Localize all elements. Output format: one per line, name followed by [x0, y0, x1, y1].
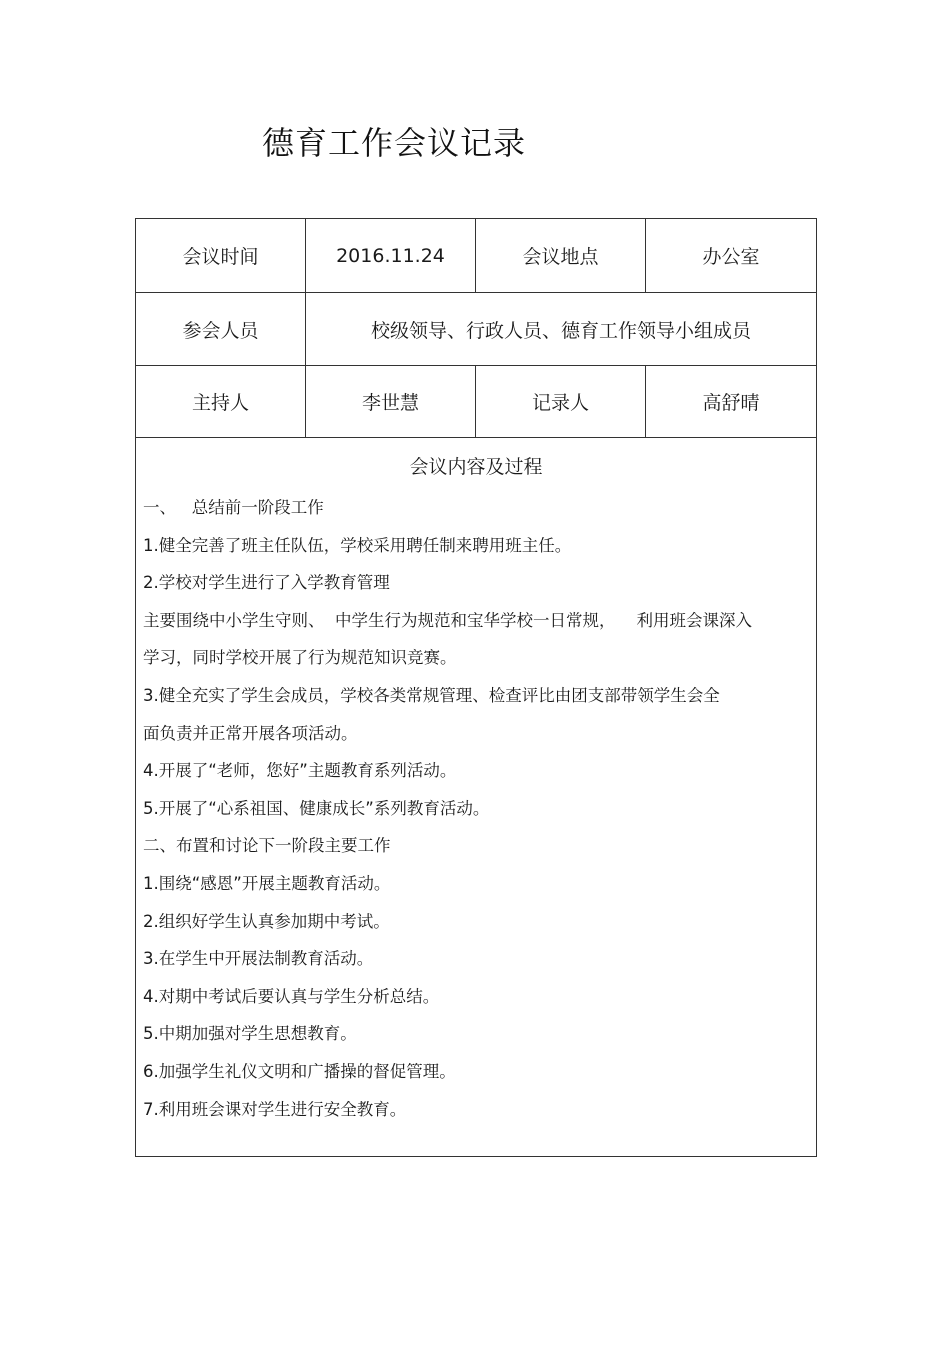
content-line: 5.开展了“心系祖国、健康成长”系列教育活动。	[143, 798, 490, 818]
content-line: 学习，同时学校开展了行为规范知识竞赛。	[143, 648, 457, 668]
host-recorder-row	[136, 366, 817, 438]
content-line: 2.学校对学生进行了入学教育管理	[143, 573, 390, 593]
content-line: 2.组织好学生认真参加期中考试。	[143, 911, 390, 931]
content-line: 一、 总结前一阶段工作	[143, 498, 324, 517]
content-line: 5.中期加强对学生思想教育。	[143, 1024, 357, 1044]
content-heading: 会议内容及过程	[409, 456, 543, 478]
recorder-value: 高舒晴	[646, 366, 817, 438]
meeting-time-value: 2016.11.24	[306, 219, 476, 293]
content-line: 1.健全完善了班主任队伍，学校采用聘任制来聘用班主任。	[143, 535, 572, 555]
meeting-time-label: 会议时间	[136, 219, 306, 293]
content-line: 1.围绕“感恩”开展主题教育活动。	[143, 873, 391, 893]
content-line: 6.加强学生礼仪文明和广播操的督促管理。	[143, 1061, 456, 1081]
attendees-row	[136, 293, 817, 366]
content-lines	[136, 489, 816, 1128]
meeting-record-table	[135, 218, 817, 1157]
attendees-value: 校级领导、行政人员、德育工作领导小组成员	[306, 293, 817, 366]
content-line: 4.开展了“老师，您好”主题教育系列活动。	[143, 761, 457, 781]
content-line: 4.对期中考试后要认真与学生分析总结。	[143, 986, 440, 1006]
content-line: 二、布置和讨论下一阶段主要工作	[143, 836, 391, 856]
attendees-label: 参会人员	[136, 293, 306, 366]
host-value: 李世慧	[306, 366, 476, 438]
document-title: 德育工作会议记录	[262, 124, 527, 162]
host-label: 主持人	[136, 366, 306, 438]
meeting-place-label: 会议地点	[476, 219, 646, 293]
meeting-time-row	[136, 219, 817, 293]
meeting-content-row	[136, 438, 817, 1157]
content-line: 3.健全充实了学生会成员，学校各类常规管理、检查评比由团支部带领学生会全	[143, 685, 720, 705]
content-line: 7.利用班会课对学生进行安全教育。	[143, 1099, 407, 1119]
recorder-label: 记录人	[476, 366, 646, 438]
content-line: 面负责并正常开展各项活动。	[143, 723, 358, 743]
content-line: 3.在学生中开展法制教育活动。	[143, 949, 374, 969]
content-line: 主要围绕中小学生守则、 中学生行为规范和宝华学校一日常规， 利用班会课深入	[143, 610, 752, 630]
meeting-content-cell	[136, 438, 817, 1157]
meeting-place-value: 办公室	[646, 219, 817, 293]
